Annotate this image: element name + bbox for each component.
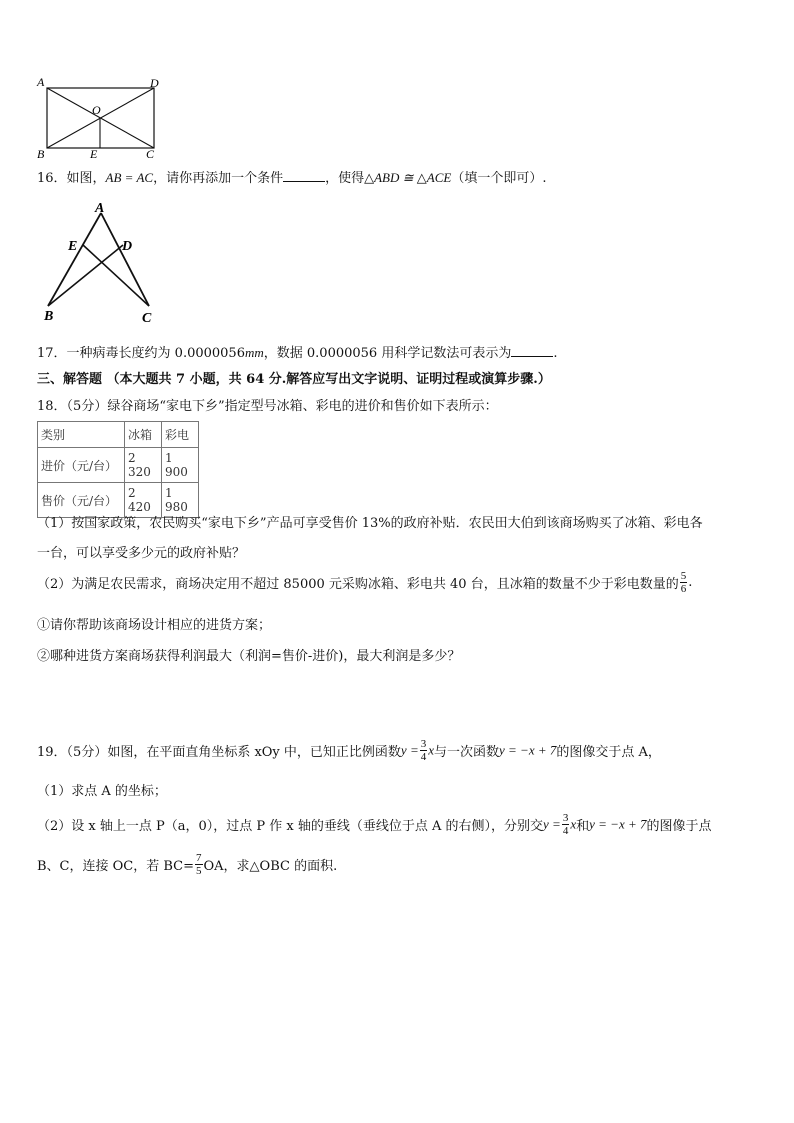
table-cell: 进价（元/台） — [38, 448, 125, 483]
label-b: B — [44, 309, 54, 324]
q19-part2 — [37, 812, 712, 837]
q18-sub2: ②哪种进货方案商场获得利润最大（利润=售价-进价)，最大利润是多少？ — [37, 649, 461, 664]
q17-text-2: ，数据 0.0000056 用科学记数法可表示为 — [263, 346, 512, 361]
q17-text: 17．一种病毒长度约为 0.0000056 — [37, 346, 245, 361]
fraction-denominator: 5 — [196, 865, 202, 877]
q18-part2-end: . — [688, 575, 693, 590]
table-header-cell: 冰箱 — [125, 422, 162, 448]
question-17 — [37, 342, 557, 361]
label-b: B — [37, 147, 45, 161]
q16-tail: （填一个即可）. — [451, 171, 547, 186]
price-table — [37, 421, 199, 518]
q16-condition: AB = AC — [105, 170, 154, 185]
q19-part2-text-3: 的图像于点 — [646, 819, 712, 834]
q19-stem-text-2: 与一次函数 — [434, 745, 500, 760]
fraction-three-quarters — [420, 738, 428, 763]
q19-part2-text-2: 和 — [576, 819, 590, 834]
section-heading: 三、解答题 （本大题共 7 小题，共 64 分.解答应写出文字说明、证明过程或演算步骤.） — [37, 372, 551, 387]
fn2: y = −x + 7 — [589, 816, 647, 832]
fraction-denominator: 6 — [680, 583, 687, 595]
q18-part1-line1: （1）按国家政策，农民购买“家电下乡”产品可享受售价 13%的政府补贴．农民田大伯到该商场购买了冰箱、彩电各 — [37, 516, 703, 531]
label-a: A — [95, 201, 105, 216]
fn1-var: x — [570, 816, 577, 832]
q16-text: ，请你再添加一个条件 — [153, 171, 284, 186]
q19-part2-text: （2）设 x 轴上一点 P（a，0），过点 P 作 x 轴的垂线（垂线位于点 A 的右侧），分别交 — [37, 819, 544, 834]
label-o: O — [92, 103, 101, 117]
label-d: D — [122, 239, 133, 254]
fraction-numerator: 3 — [420, 738, 427, 750]
fraction-numerator: 5 — [680, 570, 687, 582]
segment-ce — [83, 245, 149, 306]
fn2: y = −x + 7 — [499, 742, 557, 758]
table-cell: 2 320 — [125, 448, 162, 483]
label-e: E — [68, 239, 78, 254]
table-header-cell: 类别 — [38, 422, 125, 448]
table-cell: 2 420 — [125, 483, 162, 518]
fraction-numerator: 7 — [196, 852, 202, 864]
fn1-var: x — [428, 742, 434, 758]
side-ac — [101, 213, 149, 306]
q19-stem — [37, 738, 661, 763]
label-d: D — [150, 76, 159, 90]
q18-stem: 18．（5分）绿谷商场“家电下乡”指定型号冰箱、彩电的进价和售价如下表所示： — [37, 399, 498, 414]
q16-answer-blank[interactable] — [283, 169, 325, 182]
q18-sub1: ①请你帮助该商场设计相应的进货方案； — [37, 618, 272, 633]
fraction-seven-fifths — [195, 852, 203, 877]
fraction-three-quarters — [562, 812, 570, 837]
q17-end: . — [553, 346, 558, 361]
q17-unit: mm — [244, 345, 264, 360]
table-cell: 1 900 — [162, 448, 199, 483]
q19-part2-line2 — [37, 852, 337, 877]
label-e: E — [90, 147, 98, 161]
q16-congruence: △ABD ≅ △ACE — [364, 170, 452, 185]
table-cell: 1 980 — [162, 483, 199, 518]
fraction-denominator: 4 — [562, 825, 569, 837]
table-cell: 售价（元/台） — [38, 483, 125, 518]
q19-stem-text-3: 的图像交于点 A， — [556, 745, 661, 760]
table-header-row — [38, 422, 199, 448]
segment-bd — [48, 245, 123, 306]
label-c: C — [142, 311, 152, 326]
q18-part2-text: （2）为满足农民需求，商场决定用不超过 85000 元采购冰箱、彩电共 40 台，且冰箱的数量不少于彩电数量的 — [37, 577, 679, 592]
q17-answer-blank[interactable] — [511, 344, 553, 357]
fn1-lhs: y = — [543, 816, 561, 832]
side-ab — [48, 213, 101, 306]
q19-stem-text: 19．（5分）如图，在平面直角坐标系 xOy 中，已知正比例函数 — [37, 745, 401, 760]
q18-part2 — [37, 570, 692, 595]
question-16 — [37, 167, 546, 186]
q16-number: 16．如图， — [37, 171, 106, 186]
q19-part2-line2-text-2: OA，求△OBC 的面积. — [203, 859, 338, 874]
fraction-five-sixths — [680, 570, 688, 595]
fraction-numerator: 3 — [562, 812, 569, 824]
q19-part2-line2-text: B、C，连接 OC，若 BC= — [37, 859, 195, 874]
fraction-denominator: 4 — [420, 751, 427, 763]
label-c: C — [146, 147, 155, 161]
q19-part1: （1）求点 A 的坐标； — [37, 784, 167, 799]
rectangle-figure — [34, 74, 168, 162]
table-header-cell: 彩电 — [162, 422, 199, 448]
table-row — [38, 448, 199, 483]
triangle-figure — [36, 198, 166, 326]
q18-part1-line2: 一台，可以享受多少元的政府补贴？ — [37, 546, 246, 561]
fn1-lhs: y = — [400, 742, 419, 758]
q16-text-2: ，使得 — [325, 171, 365, 186]
label-a: A — [37, 75, 45, 89]
